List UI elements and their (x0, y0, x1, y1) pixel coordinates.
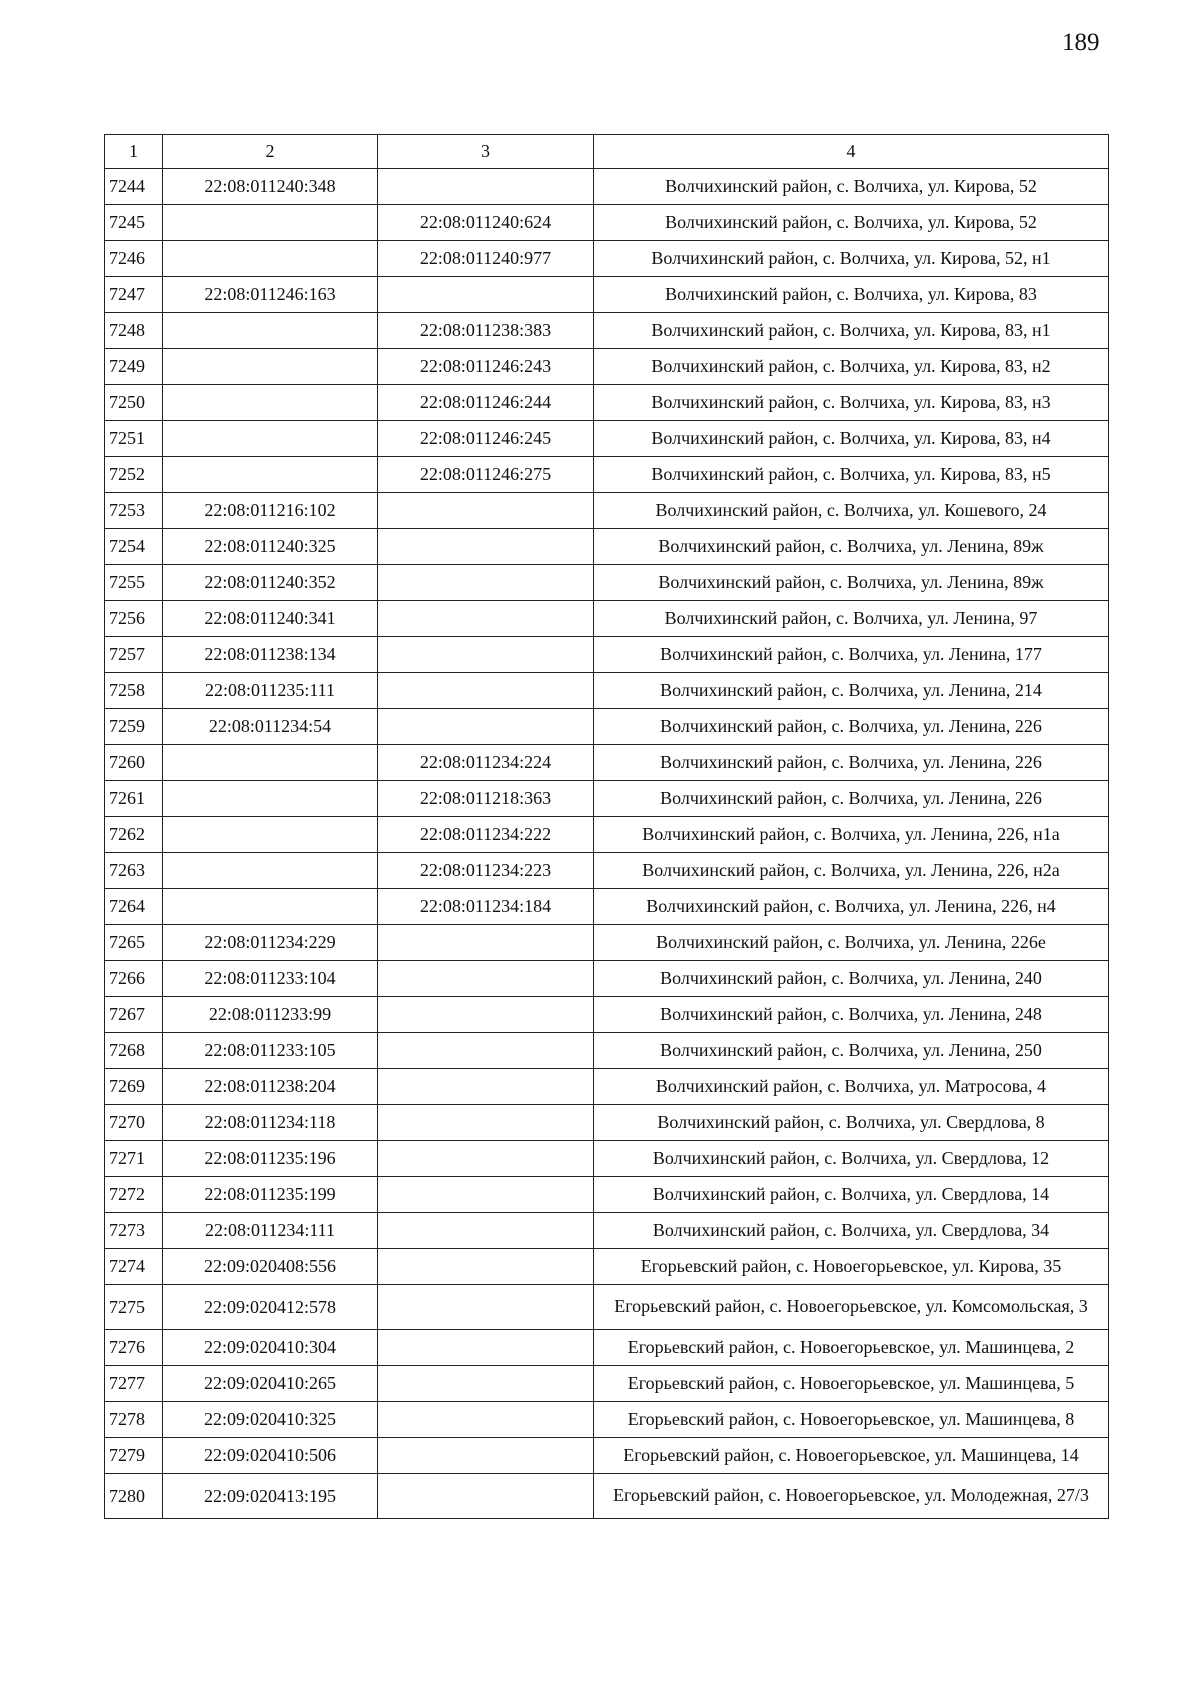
table-row (105, 205, 1109, 241)
secondary-cadastral-number-cell (378, 1330, 594, 1366)
secondary-cadastral-number-cell (378, 673, 594, 709)
cadastral-number-cell (163, 457, 378, 493)
cadastral-number-cell: 22:08:011234:111 (163, 1213, 378, 1249)
table-row (105, 277, 1109, 313)
table-row (105, 817, 1109, 853)
table-row (105, 925, 1109, 961)
cadastral-number-cell: 22:08:011246:163 (163, 277, 378, 313)
cadastral-number-cell: 22:09:020413:195 (163, 1474, 378, 1519)
row-number-cell: 7244 (105, 169, 163, 205)
column-header-1: 1 (105, 135, 163, 169)
address-cell: Волчихинский район, с. Волчиха, ул. Кирова, 83, н4 (594, 421, 1109, 457)
row-number-cell: 7260 (105, 745, 163, 781)
table-row (105, 1474, 1109, 1519)
table-row (105, 1105, 1109, 1141)
table-row (105, 1033, 1109, 1069)
row-number-cell: 7279 (105, 1438, 163, 1474)
row-number-cell: 7257 (105, 637, 163, 673)
table-row (105, 1177, 1109, 1213)
row-number-cell: 7251 (105, 421, 163, 457)
row-number-cell: 7272 (105, 1177, 163, 1213)
table-row (105, 781, 1109, 817)
cadastral-number-cell: 22:08:011233:99 (163, 997, 378, 1033)
address-cell: Волчихинский район, с. Волчиха, ул. Ленина, 226, н2а (594, 853, 1109, 889)
row-number-cell: 7254 (105, 529, 163, 565)
cadastral-number-cell: 22:08:011234:118 (163, 1105, 378, 1141)
row-number-cell: 7265 (105, 925, 163, 961)
address-cell: Волчихинский район, с. Волчиха, ул. Кирова, 83, н3 (594, 385, 1109, 421)
secondary-cadastral-number-cell (378, 637, 594, 673)
row-number-cell: 7247 (105, 277, 163, 313)
address-cell: Волчихинский район, с. Волчиха, ул. Кирова, 83, н5 (594, 457, 1109, 493)
cadastral-number-cell: 22:08:011216:102 (163, 493, 378, 529)
row-number-cell: 7270 (105, 1105, 163, 1141)
table-header-row (105, 135, 1109, 169)
address-cell: Волчихинский район, с. Волчиха, ул. Кирова, 83, н1 (594, 313, 1109, 349)
address-cell: Волчихинский район, с. Волчиха, ул. Ленина, 214 (594, 673, 1109, 709)
table-row (105, 889, 1109, 925)
address-cell: Егорьевский район, с. Новоегорьевское, ул. Кирова, 35 (594, 1249, 1109, 1285)
secondary-cadastral-number-cell: 22:08:011240:977 (378, 241, 594, 277)
secondary-cadastral-number-cell (378, 1105, 594, 1141)
secondary-cadastral-number-cell (378, 1213, 594, 1249)
table-row (105, 493, 1109, 529)
table-row (105, 745, 1109, 781)
address-cell: Волчихинский район, с. Волчиха, ул. Ленина, 226 (594, 709, 1109, 745)
cadastral-number-cell: 22:09:020410:265 (163, 1366, 378, 1402)
address-cell: Волчихинский район, с. Волчиха, ул. Ленина, 240 (594, 961, 1109, 997)
address-cell: Волчихинский район, с. Волчиха, ул. Свердлова, 14 (594, 1177, 1109, 1213)
table-row (105, 1141, 1109, 1177)
table-row (105, 421, 1109, 457)
cadastral-number-cell: 22:08:011234:229 (163, 925, 378, 961)
cadastral-number-cell: 22:08:011233:104 (163, 961, 378, 997)
secondary-cadastral-number-cell (378, 925, 594, 961)
table-row (105, 349, 1109, 385)
address-cell: Волчихинский район, с. Волчиха, ул. Матросова, 4 (594, 1069, 1109, 1105)
row-number-cell: 7258 (105, 673, 163, 709)
row-number-cell: 7249 (105, 349, 163, 385)
table-row (105, 853, 1109, 889)
row-number-cell: 7278 (105, 1402, 163, 1438)
secondary-cadastral-number-cell: 22:08:011246:244 (378, 385, 594, 421)
row-number-cell: 7259 (105, 709, 163, 745)
secondary-cadastral-number-cell (378, 1474, 594, 1519)
secondary-cadastral-number-cell (378, 1285, 594, 1330)
cadastral-number-cell: 22:08:011234:54 (163, 709, 378, 745)
secondary-cadastral-number-cell (378, 1438, 594, 1474)
secondary-cadastral-number-cell: 22:08:011234:224 (378, 745, 594, 781)
secondary-cadastral-number-cell: 22:08:011246:275 (378, 457, 594, 493)
table-row (105, 565, 1109, 601)
table-row (105, 1402, 1109, 1438)
secondary-cadastral-number-cell (378, 997, 594, 1033)
secondary-cadastral-number-cell (378, 1366, 594, 1402)
address-cell: Волчихинский район, с. Волчиха, ул. Кошевого, 24 (594, 493, 1109, 529)
row-number-cell: 7262 (105, 817, 163, 853)
address-cell: Волчихинский район, с. Волчиха, ул. Кирова, 52 (594, 169, 1109, 205)
table-row (105, 529, 1109, 565)
row-number-cell: 7261 (105, 781, 163, 817)
address-cell: Волчихинский район, с. Волчиха, ул. Свердлова, 34 (594, 1213, 1109, 1249)
cadastral-number-cell (163, 421, 378, 457)
column-header-4: 4 (594, 135, 1109, 169)
table-row (105, 169, 1109, 205)
column-header-2: 2 (163, 135, 378, 169)
secondary-cadastral-number-cell: 22:08:011234:184 (378, 889, 594, 925)
address-cell: Волчихинский район, с. Волчиха, ул. Кирова, 52 (594, 205, 1109, 241)
secondary-cadastral-number-cell (378, 1249, 594, 1285)
address-cell: Егорьевский район, с. Новоегорьевское, ул. Машинцева, 8 (594, 1402, 1109, 1438)
address-cell: Волчихинский район, с. Волчиха, ул. Ленина, 226, н4 (594, 889, 1109, 925)
address-cell: Волчихинский район, с. Волчиха, ул. Ленина, 250 (594, 1033, 1109, 1069)
secondary-cadastral-number-cell (378, 601, 594, 637)
secondary-cadastral-number-cell: 22:08:011246:245 (378, 421, 594, 457)
address-cell: Волчихинский район, с. Волчиха, ул. Кирова, 52, н1 (594, 241, 1109, 277)
cadastral-number-cell (163, 349, 378, 385)
address-cell: Волчихинский район, с. Волчиха, ул. Ленина, 97 (594, 601, 1109, 637)
secondary-cadastral-number-cell (378, 565, 594, 601)
address-cell: Волчихинский район, с. Волчиха, ул. Ленина, 226 (594, 745, 1109, 781)
secondary-cadastral-number-cell (378, 529, 594, 565)
cadastral-number-cell: 22:08:011233:105 (163, 1033, 378, 1069)
row-number-cell: 7274 (105, 1249, 163, 1285)
secondary-cadastral-number-cell (378, 1069, 594, 1105)
address-cell: Волчихинский район, с. Волчиха, ул. Свердлова, 8 (594, 1105, 1109, 1141)
cadastral-number-cell (163, 781, 378, 817)
secondary-cadastral-number-cell (378, 1033, 594, 1069)
table-row (105, 1249, 1109, 1285)
table-row (105, 313, 1109, 349)
secondary-cadastral-number-cell (378, 1177, 594, 1213)
address-cell: Волчихинский район, с. Волчиха, ул. Ленина, 89ж (594, 529, 1109, 565)
row-number-cell: 7255 (105, 565, 163, 601)
row-number-cell: 7264 (105, 889, 163, 925)
row-number-cell: 7252 (105, 457, 163, 493)
page-number: 189 (1062, 29, 1100, 56)
address-cell: Волчихинский район, с. Волчиха, ул. Кирова, 83 (594, 277, 1109, 313)
row-number-cell: 7245 (105, 205, 163, 241)
secondary-cadastral-number-cell (378, 1141, 594, 1177)
cadastral-number-cell: 22:09:020412:578 (163, 1285, 378, 1330)
cadastral-number-cell: 22:09:020410:325 (163, 1402, 378, 1438)
cadastral-number-cell (163, 745, 378, 781)
cadastral-number-cell: 22:08:011240:325 (163, 529, 378, 565)
row-number-cell: 7256 (105, 601, 163, 637)
table-row (105, 1366, 1109, 1402)
cadastral-number-cell: 22:08:011235:196 (163, 1141, 378, 1177)
cadastral-number-cell: 22:08:011240:348 (163, 169, 378, 205)
cadastral-number-cell: 22:09:020410:304 (163, 1330, 378, 1366)
cadastral-number-cell: 22:08:011235:199 (163, 1177, 378, 1213)
address-cell: Волчихинский район, с. Волчиха, ул. Ленина, 226, н1а (594, 817, 1109, 853)
address-cell: Волчихинский район, с. Волчиха, ул. Кирова, 83, н2 (594, 349, 1109, 385)
row-number-cell: 7267 (105, 997, 163, 1033)
table-row (105, 1438, 1109, 1474)
row-number-cell: 7269 (105, 1069, 163, 1105)
address-cell: Егорьевский район, с. Новоегорьевское, ул. Молодежная, 27/3 (594, 1474, 1109, 1519)
secondary-cadastral-number-cell: 22:08:011240:624 (378, 205, 594, 241)
row-number-cell: 7280 (105, 1474, 163, 1519)
table-row (105, 1069, 1109, 1105)
row-number-cell: 7253 (105, 493, 163, 529)
secondary-cadastral-number-cell (378, 709, 594, 745)
address-cell: Волчихинский район, с. Волчиха, ул. Ленина, 177 (594, 637, 1109, 673)
cadastral-number-cell (163, 889, 378, 925)
cadastral-number-cell: 22:08:011238:134 (163, 637, 378, 673)
address-cell: Егорьевский район, с. Новоегорьевское, ул. Машинцева, 14 (594, 1438, 1109, 1474)
table-row (105, 1213, 1109, 1249)
cadastral-number-cell: 22:08:011238:204 (163, 1069, 378, 1105)
cadastral-number-cell: 22:08:011240:352 (163, 565, 378, 601)
row-number-cell: 7277 (105, 1366, 163, 1402)
address-cell: Волчихинский район, с. Волчиха, ул. Свердлова, 12 (594, 1141, 1109, 1177)
secondary-cadastral-number-cell: 22:08:011234:223 (378, 853, 594, 889)
table-row (105, 673, 1109, 709)
row-number-cell: 7275 (105, 1285, 163, 1330)
table-body (105, 169, 1109, 1519)
address-cell: Волчихинский район, с. Волчиха, ул. Ленина, 226е (594, 925, 1109, 961)
row-number-cell: 7273 (105, 1213, 163, 1249)
cadastral-number-cell (163, 205, 378, 241)
address-cell: Волчихинский район, с. Волчиха, ул. Ленина, 248 (594, 997, 1109, 1033)
address-cell: Егорьевский район, с. Новоегорьевское, ул. Машинцева, 5 (594, 1366, 1109, 1402)
row-number-cell: 7248 (105, 313, 163, 349)
table-row (105, 1285, 1109, 1330)
table-row (105, 709, 1109, 745)
row-number-cell: 7268 (105, 1033, 163, 1069)
address-cell: Егорьевский район, с. Новоегорьевское, ул. Комсомольская, 3 (594, 1285, 1109, 1330)
secondary-cadastral-number-cell (378, 277, 594, 313)
cadastral-number-cell: 22:08:011240:341 (163, 601, 378, 637)
secondary-cadastral-number-cell: 22:08:011246:243 (378, 349, 594, 385)
row-number-cell: 7263 (105, 853, 163, 889)
cadastral-number-cell (163, 853, 378, 889)
secondary-cadastral-number-cell: 22:08:011218:363 (378, 781, 594, 817)
property-registry-table (104, 134, 1109, 1519)
secondary-cadastral-number-cell: 22:08:011238:383 (378, 313, 594, 349)
secondary-cadastral-number-cell (378, 493, 594, 529)
table-row (105, 601, 1109, 637)
cadastral-number-cell (163, 313, 378, 349)
secondary-cadastral-number-cell (378, 961, 594, 997)
column-header-3: 3 (378, 135, 594, 169)
row-number-cell: 7276 (105, 1330, 163, 1366)
row-number-cell: 7271 (105, 1141, 163, 1177)
table-row (105, 457, 1109, 493)
cadastral-number-cell (163, 817, 378, 853)
row-number-cell: 7246 (105, 241, 163, 277)
secondary-cadastral-number-cell (378, 169, 594, 205)
table-row (105, 961, 1109, 997)
cadastral-number-cell: 22:09:020410:506 (163, 1438, 378, 1474)
secondary-cadastral-number-cell (378, 1402, 594, 1438)
cadastral-number-cell: 22:09:020408:556 (163, 1249, 378, 1285)
table-row (105, 1330, 1109, 1366)
table-row (105, 637, 1109, 673)
address-cell: Егорьевский район, с. Новоегорьевское, ул. Машинцева, 2 (594, 1330, 1109, 1366)
address-cell: Волчихинский район, с. Волчиха, ул. Ленина, 89ж (594, 565, 1109, 601)
cadastral-number-cell: 22:08:011235:111 (163, 673, 378, 709)
table-row (105, 997, 1109, 1033)
row-number-cell: 7250 (105, 385, 163, 421)
secondary-cadastral-number-cell: 22:08:011234:222 (378, 817, 594, 853)
row-number-cell: 7266 (105, 961, 163, 997)
address-cell: Волчихинский район, с. Волчиха, ул. Ленина, 226 (594, 781, 1109, 817)
table-row (105, 241, 1109, 277)
table-row (105, 385, 1109, 421)
cadastral-number-cell (163, 241, 378, 277)
cadastral-number-cell (163, 385, 378, 421)
